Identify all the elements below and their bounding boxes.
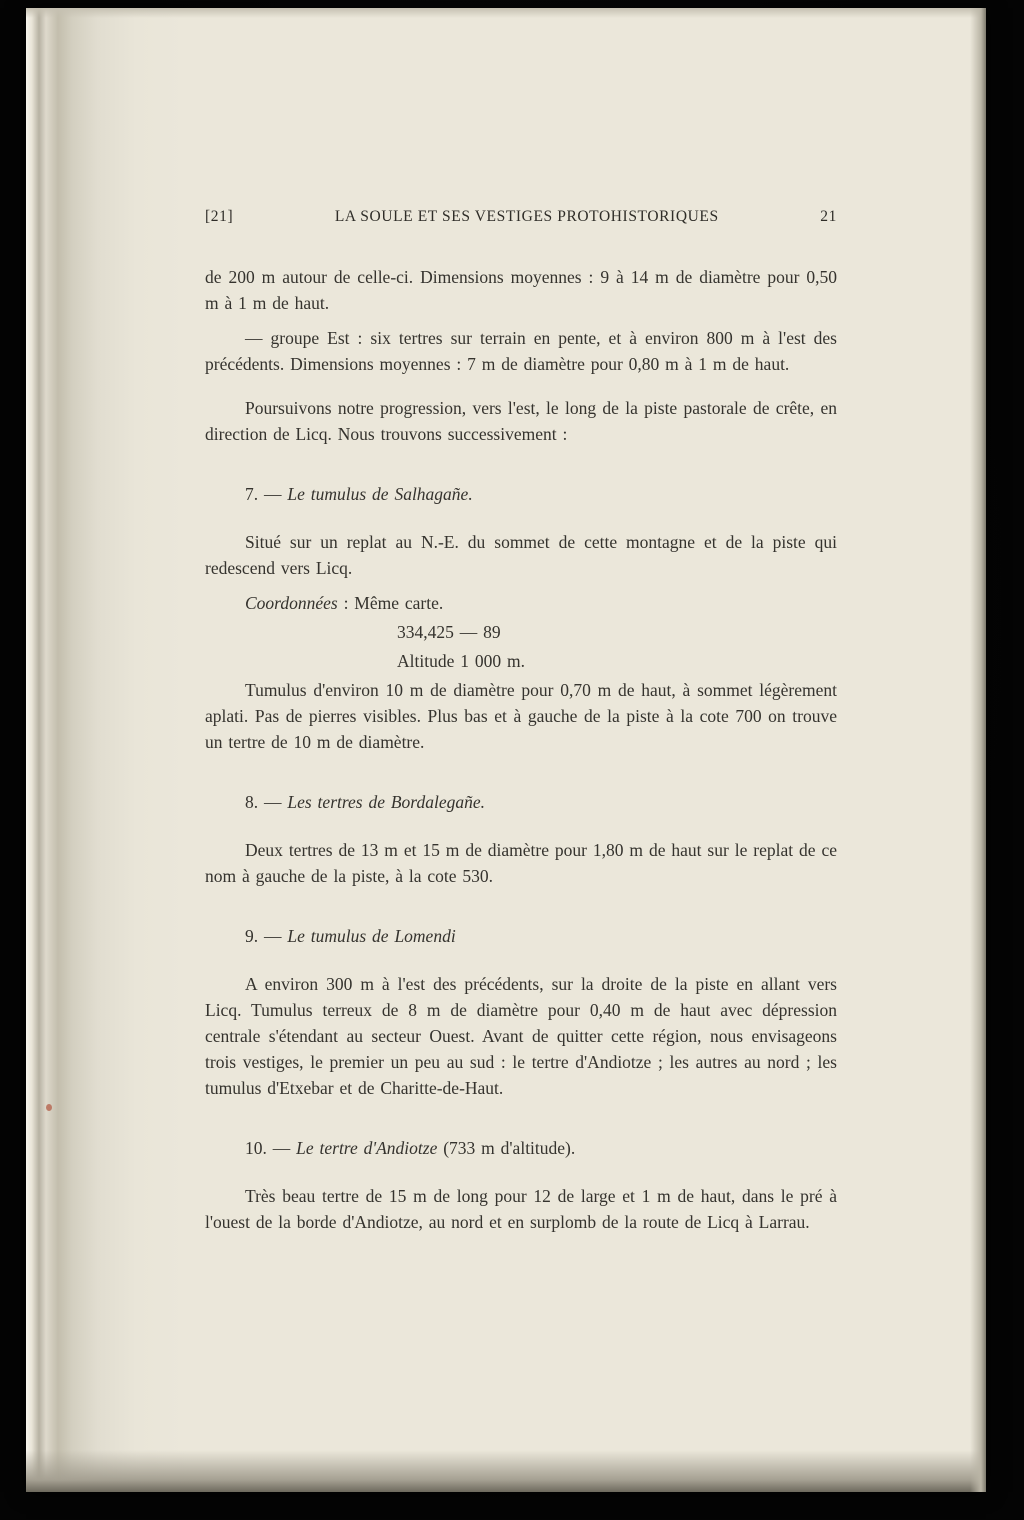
coordinates-rest: : Même carte. [337, 593, 444, 613]
section-title: Le tumulus de Lomendi [287, 926, 456, 946]
paragraph-progression: Poursuivons notre progression, vers l'est, le long de la piste pastorale de crête, en direction de Licq. Nous trouvons successivement : [205, 398, 837, 444]
paragraph-salhagane-situation: Situé sur un replat au N.-E. du sommet de cette montagne et de la piste qui redescend vers Licq. [205, 532, 837, 578]
page-header [205, 208, 837, 226]
coordinates-label: Coordonnées [245, 593, 338, 613]
section-number: 7. — [245, 484, 288, 504]
section-heading-8 [205, 789, 837, 815]
page-number: 21 [820, 208, 837, 225]
section-title: Les tertres de Bordalegañe. [287, 792, 485, 812]
section-title: Le tertre d'Andiotze [296, 1138, 438, 1158]
running-title: LA SOULE ET SES VESTIGES PROTOHISTORIQUES [334, 208, 719, 225]
page-blemish [46, 1104, 52, 1111]
page-bottom-shadow [26, 1450, 986, 1492]
paragraph-salhagane-description: Tumulus d'environ 10 m de diamètre pour 0,70 m de haut, à sommet légèrement aplati. Pas de pierres visibles. Plus bas et à gauche de la piste à la cote 700 on trouve un tertre de 10 m de diamètre. [205, 680, 837, 752]
section-title-suffix: (733 m d'altitude). [437, 1138, 576, 1158]
page-content [205, 208, 837, 1244]
text-block [205, 264, 837, 1235]
coordinates-line [205, 590, 837, 616]
paragraph-andiotze-description: Très beau tertre de 15 m de long pour 12 de large et 1 m de haut, dans le pré à l'ouest de la borde d'Andiotze, au nord et en surplomb de la route de Licq à Larrau. [205, 1186, 837, 1232]
folio-bracket-number: [21] [205, 208, 234, 225]
coordinates-value: 334,425 — 89 [397, 622, 501, 642]
section-number: 9. — [245, 926, 288, 946]
section-title: Le tumulus de Salhagañe. [287, 484, 473, 504]
section-heading-7 [205, 481, 837, 507]
altitude-value: Altitude 1 000 m. [397, 651, 525, 671]
book-page [26, 8, 986, 1492]
paragraph-continuation: de 200 m autour de celle-ci. Dimensions moyennes : 9 à 14 m de diamètre pour 0,50 m à 1 m de haut. [205, 267, 837, 313]
page-top-shadow [26, 8, 986, 18]
section-number: 8. — [245, 792, 288, 812]
paragraph-lomendi-description: A environ 300 m à l'est des précédents, sur la droite de la piste en allant vers Licq. Tumulus terreux de 8 m de diamètre pour 0,40 m de haut avec dépression centrale s'étendant au secteur Ouest. Avant de quitter cette région, nous envisageons trois vestiges, le premier un peu au sud : le tertre d'Andiotze ; les autres au nord ; les tumulus d'Etxebar et de Charitte-de-Haut. [205, 974, 837, 1098]
section-heading-10 [205, 1135, 837, 1161]
section-heading-9 [205, 923, 837, 949]
paragraph-groupe-est: — groupe Est : six tertres sur terrain en pente, et à environ 800 m à l'est des précédents. Dimensions moyennes : 7 m de diamètre pour 0,80 m à 1 m de haut. [205, 328, 837, 374]
section-number: 10. — [245, 1138, 297, 1158]
paragraph-bordalegane-description: Deux tertres de 13 m et 15 m de diamètre pour 1,80 m de haut sur le replat de ce nom à gauche de la piste, à la cote 530. [205, 840, 837, 886]
